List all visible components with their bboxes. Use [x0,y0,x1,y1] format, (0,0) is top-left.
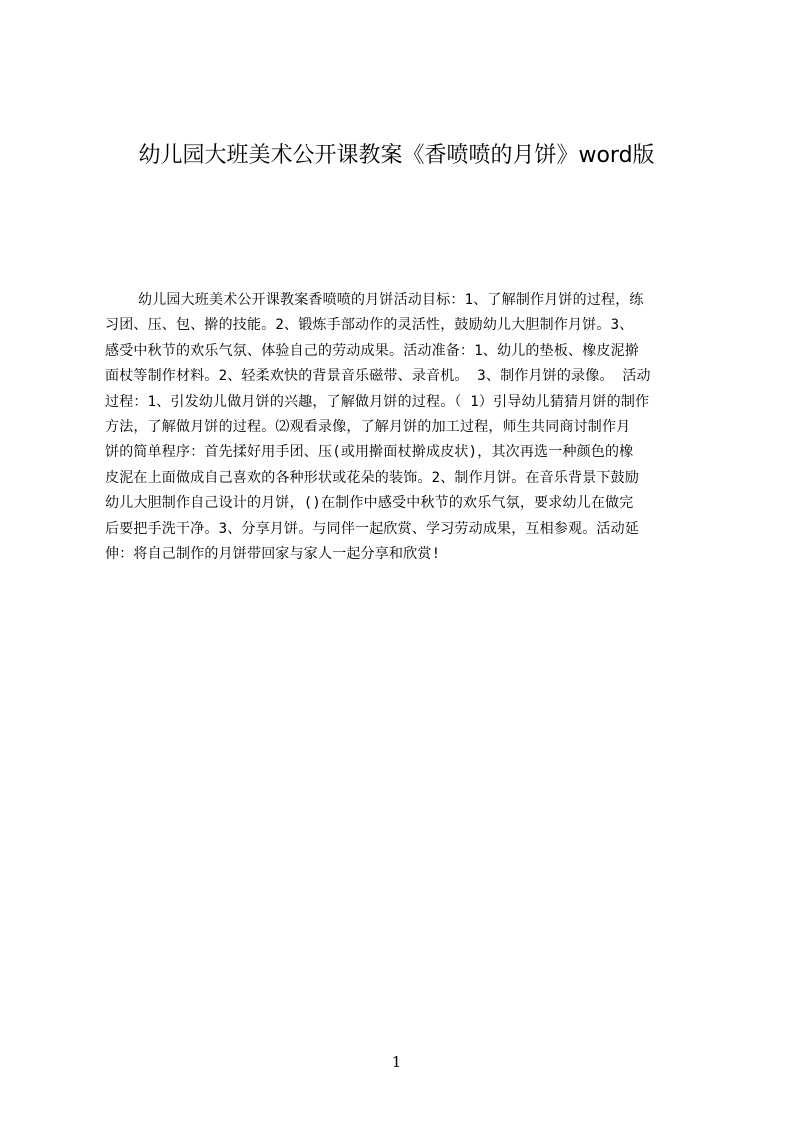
body-line: 面杖等制作材料。2、轻柔欢快的背景音乐磁带、录音机。 3、制作月饼的录像。 活动 [105,368,651,385]
document-body [105,288,708,608]
document-title: 幼儿园大班美术公开课教案《香喷喷的月饼》word版 [138,143,655,168]
body-line: 幼儿大胆制作自己设计的月饼，()在制作中感受中秋节的欢乐气氛，要求幼儿在做完 [105,495,634,512]
body-line: 过程：1、引发幼儿做月饼的兴趣，了解做月饼的过程。（ 1）引导幼儿猜猜月饼的制作 [105,393,650,410]
body-line: 皮泥在上面做成自己喜欢的各种形状或花朵的装饰。2、制作月饼。在音乐背景下鼓励 [105,469,640,486]
page-number: 1 [391,1053,402,1071]
body-line: 饼的简单程序：首先揉好用手团、压(或用擀面杖擀成皮状)，其次再选一种颜色的橡 [105,444,634,461]
body-line: 伸：将自己制作的月饼带回家与家人一起分享和欣赏! [105,545,441,562]
body-line: 习团、压、包、擀的技能。2、锻炼手部动作的灵活性，鼓励幼儿大胆制作月饼。3、 [105,317,634,334]
body-line: 方法，了解做月饼的过程。⑵观看录像，了解月饼的加工过程，师生共同商讨制作月 [105,418,631,435]
body-line: 幼儿园大班美术公开课教案香喷喷的月饼活动目标：1、了解制作月饼的过程，练 [138,292,644,308]
body-line: 后要把手洗干净。3、分享月饼。与同伴一起欣赏、学习劳动成果，互相参观。活动延 [105,520,640,537]
body-line: 感受中秋节的欢乐气氛、体验自己的劳动成果。活动准备：1、幼儿的垫板、橡皮泥擀 [105,342,640,359]
